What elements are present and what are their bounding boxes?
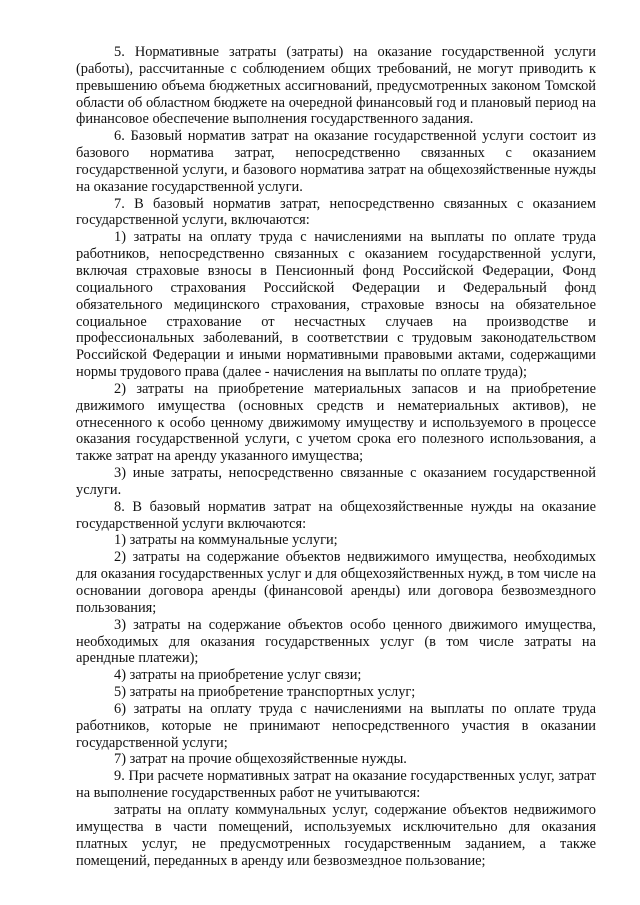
paragraph-5: 5. Нормативные затраты (затраты) на оказание государственной услуги (работы), рассчитанные с соблюдением общих требований, не могут приводить к превышению объема бюджетных ассигнований, предусмотренных законом Томской области об областном бюджете на очередной финансовый год и плановый период на финансовое обеспечение выполнения государственного задания. [76, 44, 596, 128]
paragraph-9-item: затраты на оплату коммунальных услуг, содержание объектов недвижимого имущества в части помещений, используемых исключительно для оказания платных услуг, не предусмотренных государственным заданием, а также помещений, переданных в аренду или безвозмездное пользование; [76, 801, 596, 869]
paragraph-9: 9. При расчете нормативных затрат на оказание государственных услуг, затрат на выполнение государственных работ не учитываются: [76, 768, 596, 802]
paragraph-7: 7. В базовый норматив затрат, непосредственно связанных с оказанием государственной услуги, включаются: [76, 195, 596, 229]
paragraph-8-item-1: 1) затраты на коммунальные услуги; [114, 532, 338, 549]
paragraph-8-item-2: 2) затраты на содержание объектов недвижимого имущества, необходимых для оказания государственных услуг и для общехозяйственных нужд, в том числе на основании договора аренды (финансовой аренды) или договора безвозмездного пользования; [76, 549, 596, 616]
paragraph-8-item-5: 5) затраты на приобретение транспортных услуг; [114, 684, 416, 701]
paragraph-7-item-1: 1) затраты на оплату труда с начислениями на выплаты по оплате труда работников, непосредственно связанных с оказанием государственной услуги, включая страховые взносы в Пенсионный фонд Российской Федерации, Фонд социального страхования Российской Федерации и Федеральный фонд обязательного медицинского страхования, страховые взносы на обязательное социальное страхование от несчастных случаев на производстве и профессиональных заболеваний, в соответствии с трудовым законодательством Российской Федерации и иными нормативными правовыми актами, содержащими нормы трудового права (далее - начисления на выплаты по оплате труда); [76, 229, 596, 381]
document-page [76, 44, 596, 869]
paragraph-8: 8. В базовый норматив затрат на общехозяйственные нужды на оказание государственной услуги включаются: [76, 498, 596, 532]
paragraph-7-item-2: 2) затраты на приобретение материальных запасов и на приобретение движимого имущества (основных средств и нематериальных активов), не отнесенного к особо ценному движимому имуществу и используемого в процессе оказания государственной услуги, с учетом срока его полезного использования, а также затрат на аренду указанного имущества; [76, 380, 596, 465]
paragraph-8-item-6: 6) затраты на оплату труда с начислениями на выплаты по оплате труда работников, которые не принимают непосредственного участия в оказании государственной услуги; [76, 700, 596, 751]
paragraph-8-item-4: 4) затраты на приобретение услуг связи; [114, 667, 362, 684]
paragraph-8-item-7: 7) затрат на прочие общехозяйственные нужды. [114, 751, 407, 768]
paragraph-8-item-3: 3) затраты на содержание объектов особо ценного движимого имущества, необходимых для оказания государственных услуг (в том числе затраты на арендные платежи); [76, 616, 596, 667]
paragraph-6: 6. Базовый норматив затрат на оказание государственной услуги состоит из базового норматива затрат, непосредственно связанных с оказанием государственной услуги, и базового норматива затрат на общехозяйственные нужды на оказание государственной услуги. [76, 128, 596, 195]
paragraph-7-item-3: 3) иные затраты, непосредственно связанные с оказанием государственной услуги. [76, 465, 596, 498]
